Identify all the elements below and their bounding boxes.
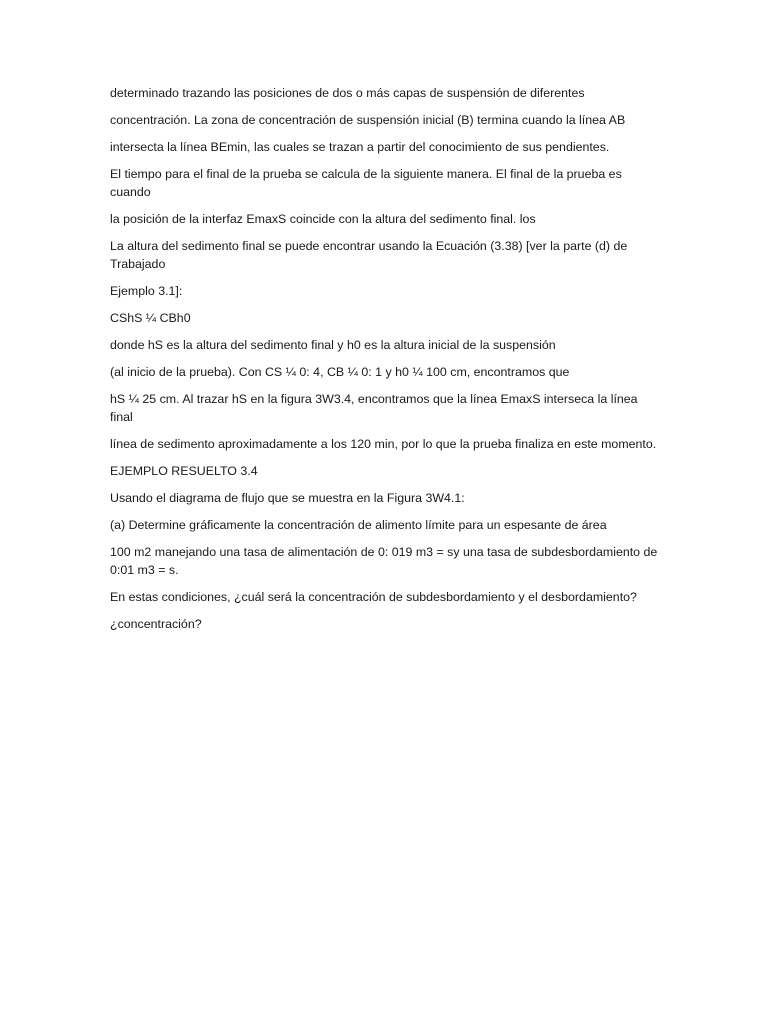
paragraph: Ejemplo 3.1]: — [110, 284, 183, 298]
paragraph: línea de sedimento aproximadamente a los 120 min, por lo que la prueba finaliza en este momento. — [110, 437, 657, 451]
paragraph: (al inicio de la prueba). Con CS ¼ 0: 4, CB ¼ 0: 1 y h0 ¼ 100 cm, encontramos que — [110, 365, 570, 379]
section-heading: EJEMPLO RESUELTO 3.4 — [110, 464, 258, 478]
document-page — [110, 84, 660, 642]
paragraph: hS ¼ 25 cm. Al trazar hS en la figura 3W3.4, encontramos que la línea EmaxS interseca la línea final — [110, 392, 638, 424]
paragraph: La altura del sedimento final se puede encontrar usando la Ecuación (3.38) [ver la parte (d) de Trabajado — [110, 239, 628, 271]
paragraph: (a) Determine gráficamente la concentración de alimento límite para un espesante de área — [110, 518, 607, 532]
paragraph: concentración. La zona de concentración de suspensión inicial (B) termina cuando la línea AB — [110, 113, 626, 127]
paragraph: En estas condiciones, ¿cuál será la concentración de subdesbordamiento y el desbordamiento? — [110, 590, 637, 604]
paragraph: la posición de la interfaz EmaxS coincide con la altura del sedimento final. los — [110, 212, 536, 226]
equation: CShS ¼ CBh0 — [110, 311, 191, 325]
paragraph: 100 m2 manejando una tasa de alimentación de 0: 019 m3 = sy una tasa de subdesbordamiento de 0:01 m3 = s. — [110, 545, 658, 577]
paragraph: donde hS es la altura del sedimento final y h0 es la altura inicial de la suspensión — [110, 338, 556, 352]
paragraph: intersecta la línea BEmin, las cuales se trazan a partir del conocimiento de sus pendientes. — [110, 140, 610, 154]
paragraph: ¿concentración? — [110, 617, 202, 631]
paragraph: determinado trazando las posiciones de dos o más capas de suspensión de diferentes — [110, 86, 585, 100]
paragraph: El tiempo para el final de la prueba se calcula de la siguiente manera. El final de la prueba es cuando — [110, 167, 622, 199]
paragraph: Usando el diagrama de flujo que se muestra en la Figura 3W4.1: — [110, 491, 465, 505]
